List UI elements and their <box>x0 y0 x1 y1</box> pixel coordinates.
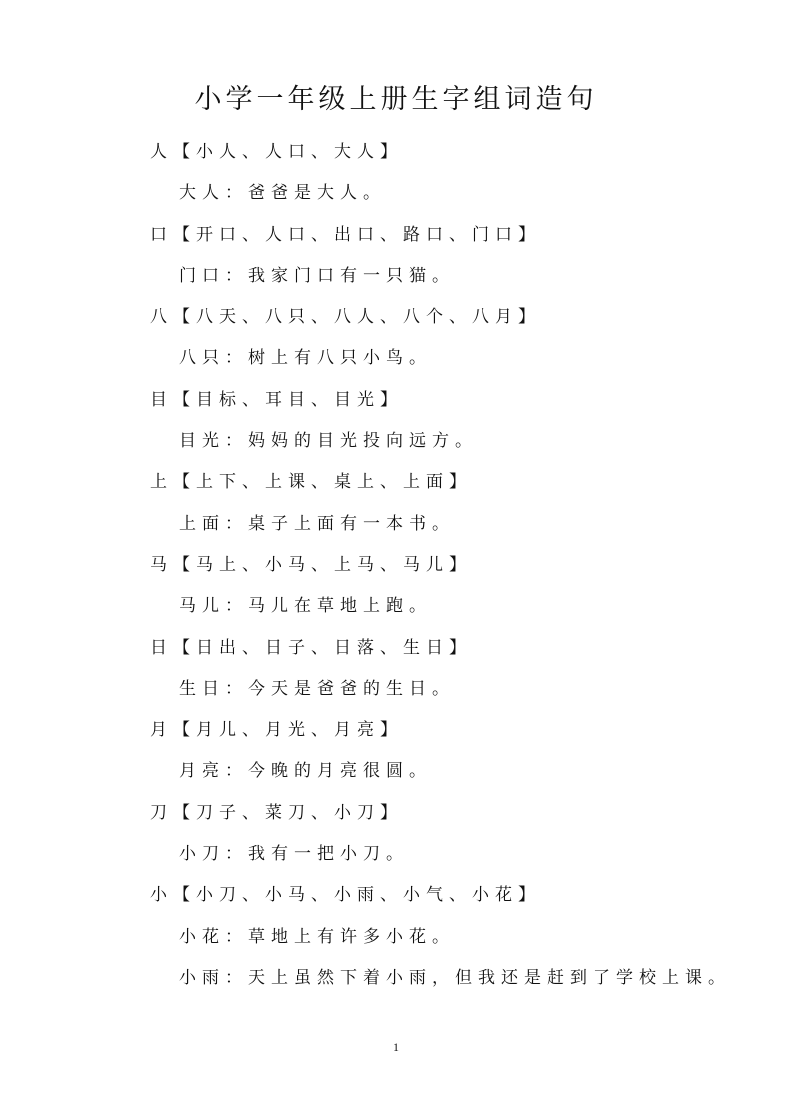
example-sentence-line: 马儿：马儿在草地上跑。 <box>179 596 432 617</box>
example-sentence-line: 小刀：我有一把小刀。 <box>179 844 409 865</box>
example-sentence-line: 大人：爸爸是大人。 <box>179 183 386 204</box>
word-group-line: 口【开口、人口、出口、路口、门口】 <box>150 224 541 245</box>
document-title: 小学一年级上册生字组词造句 <box>194 84 598 115</box>
word-group-line: 目【目标、耳目、目光】 <box>150 389 403 410</box>
page-number: 1 <box>393 1040 399 1054</box>
word-group-line: 马【马上、小马、上马、马儿】 <box>150 554 472 575</box>
word-group-line: 人【小人、人口、大人】 <box>150 142 403 162</box>
example-sentence-line: 目光：妈妈的目光投向远方。 <box>179 431 478 452</box>
word-group-line: 八【八天、八只、八人、八个、八月】 <box>150 307 541 328</box>
example-sentence-line: 小花：草地上有许多小花。 <box>179 926 455 947</box>
word-group-line: 刀【刀子、菜刀、小刀】 <box>150 802 403 823</box>
word-group-line: 小【小刀、小马、小雨、小气、小花】 <box>150 885 541 906</box>
word-group-line: 上【上下、上课、桌上、上面】 <box>150 472 472 493</box>
example-sentence-line: 生日：今天是爸爸的生日。 <box>179 678 455 699</box>
example-sentence-line: 月亮：今晚的月亮很圆。 <box>179 761 432 782</box>
example-sentence-line: 门口：我家门口有一只猫。 <box>179 265 455 286</box>
example-sentence-line: 八只：树上有八只小鸟。 <box>179 348 432 369</box>
word-group-line: 日【日出、日子、日落、生日】 <box>150 637 472 658</box>
example-sentence-line: 上面：桌子上面有一本书。 <box>179 513 455 534</box>
example-sentence-line: 小雨：天上虽然下着小雨，但我还是赶到了学校上课。 <box>179 967 731 988</box>
word-group-line: 月【月儿、月光、月亮】 <box>150 720 403 741</box>
entry-list <box>150 132 750 999</box>
